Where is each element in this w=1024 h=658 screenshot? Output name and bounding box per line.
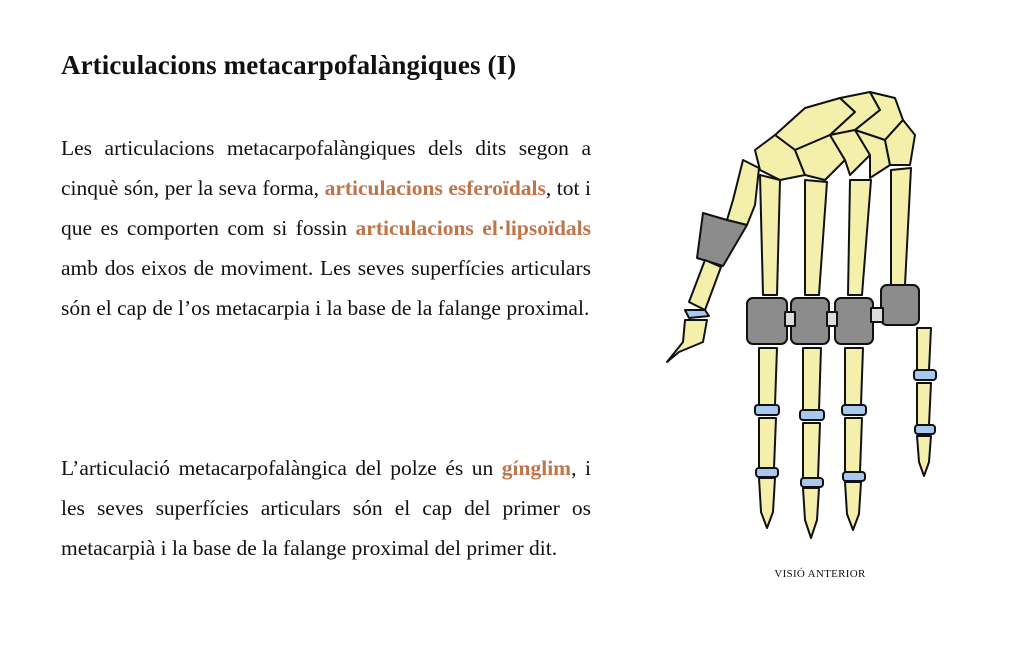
text-segment: , i les seves superfícies articulars són el cap del primer os metacarpià i la base de la falange proximal del primer dit. bbox=[61, 456, 591, 560]
figure-caption: VISIÓ ANTERIOR bbox=[774, 568, 866, 580]
hand-skeleton-illustration bbox=[655, 80, 955, 560]
paragraph-mcp-fingers bbox=[61, 128, 591, 328]
text-segment: Les articulacions metacarpofalàngiques dels dits segon a cinquè són, per la seva forma, bbox=[61, 136, 591, 200]
term-link-ginglim[interactable]: gínglim bbox=[501, 456, 572, 480]
paragraph-mcp-thumb bbox=[61, 448, 591, 568]
text-segment: amb dos eixos de moviment. Les seves superfícies articulars són el cap de l’os metacarpia i la base de la falange proximal. bbox=[61, 256, 591, 320]
term-link-ellipsoidals[interactable]: articulacions el·lipsoïdals bbox=[355, 216, 592, 240]
metacarpals bbox=[760, 168, 911, 295]
term-link-esferoidals[interactable]: articulacions esferoïdals bbox=[324, 176, 546, 200]
carpal-bones bbox=[755, 92, 915, 180]
text-segment: L’articulació metacarpofalàngica del polze és un bbox=[61, 456, 502, 480]
text-segment: , tot i que es comporten com si fossin bbox=[61, 176, 592, 240]
page-title: Articulacions metacarpofalàngiques (I) bbox=[61, 50, 517, 80]
thumb bbox=[667, 160, 759, 362]
